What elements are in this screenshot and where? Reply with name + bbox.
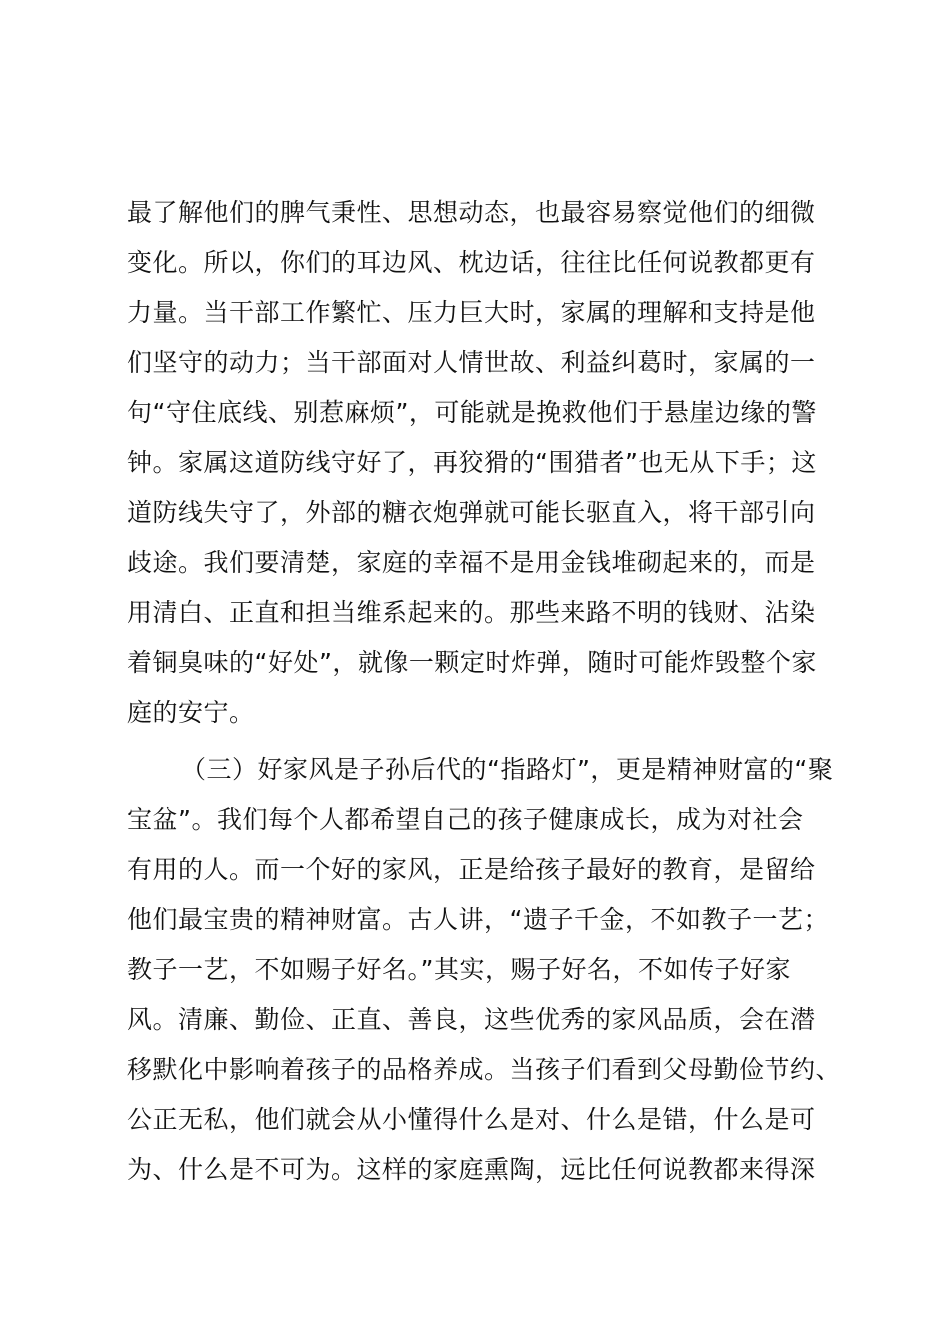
paragraph-line: 最了解他们的脾气秉性、思想动态，也最容易察觉他们的细微 [127,198,816,227]
paragraph-line: 歧途。我们要清楚，家庭的幸福不是用金钱堆砌起来的，而是 [127,548,816,577]
paragraph-line: 宝盆”。我们每个人都希望自己的孩子健康成长，成为对社会 [127,805,804,834]
paragraph-line: 有用的人。而一个好的家风，正是给孩子最好的教育，是留给 [127,855,816,884]
paragraph-line: 为、什么是不可为。这样的家庭熏陶，远比任何说教都来得深 [127,1155,816,1184]
paragraph-line: 用清白、正直和担当维系起来的。那些来路不明的钱财、沾染 [127,598,816,627]
paragraph-line: 他们最宝贵的精神财富。古人讲，“遗子千金，不如教子一艺； [127,905,829,934]
paragraph-line: 公正无私，他们就会从小懂得什么是对、什么是错，什么是可 [127,1105,816,1134]
paragraph-line: 力量。当干部工作繁忙、压力巨大时，家属的理解和支持是他 [127,298,816,327]
paragraph-line: 道防线失守了，外部的糖衣炮弹就可能长驱直入，将干部引向 [127,498,816,527]
paragraph-line: 教子一艺，不如赐子好名。”其实，赐子好名，不如传子好家 [127,955,791,984]
paragraph-line: 变化。所以，你们的耳边风、枕边话，往往比任何说教都更有 [127,248,816,277]
paragraph-line: 句“守住底线、别惹麻烦”，可能就是挽救他们于悬崖边缘的警 [127,398,817,427]
paragraph-line: 移默化中影响着孩子的品格养成。当孩子们看到父母勤俭节约、 [127,1055,842,1084]
paragraph-line: 庭的安宁。 [127,698,255,727]
paragraph-line: 着铜臭味的“好处”，就像一颗定时炸弹，随时可能炸毁整个家 [127,648,817,677]
paragraph-line: （三）好家风是子孙后代的“指路灯”，更是精神财富的“聚 [181,755,834,784]
paragraph-line: 钟。家属这道防线守好了，再狡猾的“围猎者”也无从下手；这 [127,448,817,477]
paragraph-line: 风。清廉、勤俭、正直、善良，这些优秀的家风品质，会在潜 [127,1005,816,1034]
paragraph-line: 们坚守的动力；当干部面对人情世故、利益纠葛时，家属的一 [127,348,816,377]
